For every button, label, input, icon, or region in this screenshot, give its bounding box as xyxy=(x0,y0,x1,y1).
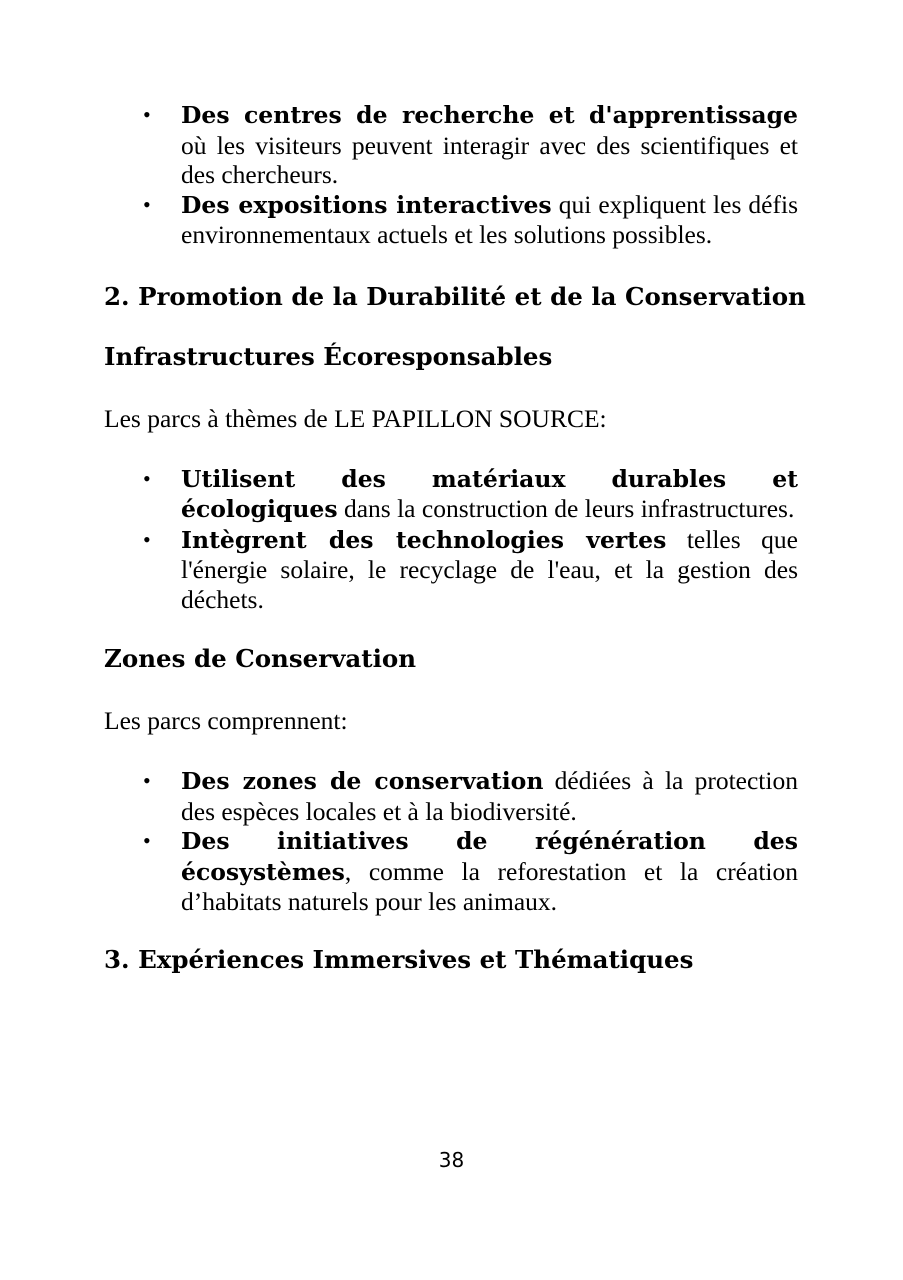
bullet-icon: • xyxy=(143,828,151,853)
list-item-text: telles que l'énergie solaire, le recyclage de l'eau, et la gestion des déchets. xyxy=(181,524,799,614)
paragraph-intro-infrastructures: Les parcs à thèmes de LE PAPILLON SOURCE: xyxy=(104,403,607,433)
page-number: 38 xyxy=(438,1148,465,1172)
paragraph-intro-zones: Les parcs comprennent: xyxy=(104,706,348,735)
list-item xyxy=(143,766,798,826)
section-heading-durabilite: 2. Promotion de la Durabilité et de la Conservation xyxy=(104,281,806,311)
bullet-list-research xyxy=(104,100,798,250)
bullet-icon: • xyxy=(143,465,151,491)
list-item-bold: Des centres de recherche et d'apprentissage xyxy=(181,101,798,129)
page-content xyxy=(104,100,806,975)
bullet-icon: • xyxy=(143,102,151,127)
list-item xyxy=(143,100,798,190)
list-item-text: , comme la reforestation et la création d’habitats naturels pour les animaux. xyxy=(181,856,798,916)
list-item-bold: Intègrent des technologies vertes xyxy=(181,525,667,554)
list-item-bold: Utilisent des matériaux durables et écologiques xyxy=(181,464,798,523)
list-item-text: où les visiteurs peuvent interagir avec des scientifiques et des chercheurs. xyxy=(181,130,798,189)
bullet-list-infrastructures xyxy=(104,464,798,615)
list-item xyxy=(143,524,799,615)
section-heading-experiences: 3. Expériences Immersives et Thématiques xyxy=(104,944,694,974)
list-item-bold: Des initiatives de régénération des écosystèmes xyxy=(181,827,798,886)
list-item xyxy=(143,826,798,917)
bullet-icon: • xyxy=(143,191,151,217)
list-item-bold: Des expositions interactives xyxy=(181,190,552,219)
list-item-text: qui expliquent les défis environnementaux actuels et les solutions possibles. xyxy=(181,189,798,249)
list-item xyxy=(143,189,798,250)
subsection-heading-zones: Zones de Conservation xyxy=(104,644,417,673)
list-item-text: dans la construction de leurs infrastructures. xyxy=(337,494,795,523)
bullet-icon: • xyxy=(143,768,151,793)
bullet-icon: • xyxy=(143,526,151,552)
list-item-text: dédiées à la protection des espèces locales et à la biodiversité. xyxy=(181,766,798,826)
list-item xyxy=(143,464,798,525)
bullet-list-zones xyxy=(104,766,798,917)
subsection-heading-infrastructures: Infrastructures Écoresponsables xyxy=(104,341,553,371)
list-item-bold: Des zones de conservation xyxy=(181,767,544,795)
